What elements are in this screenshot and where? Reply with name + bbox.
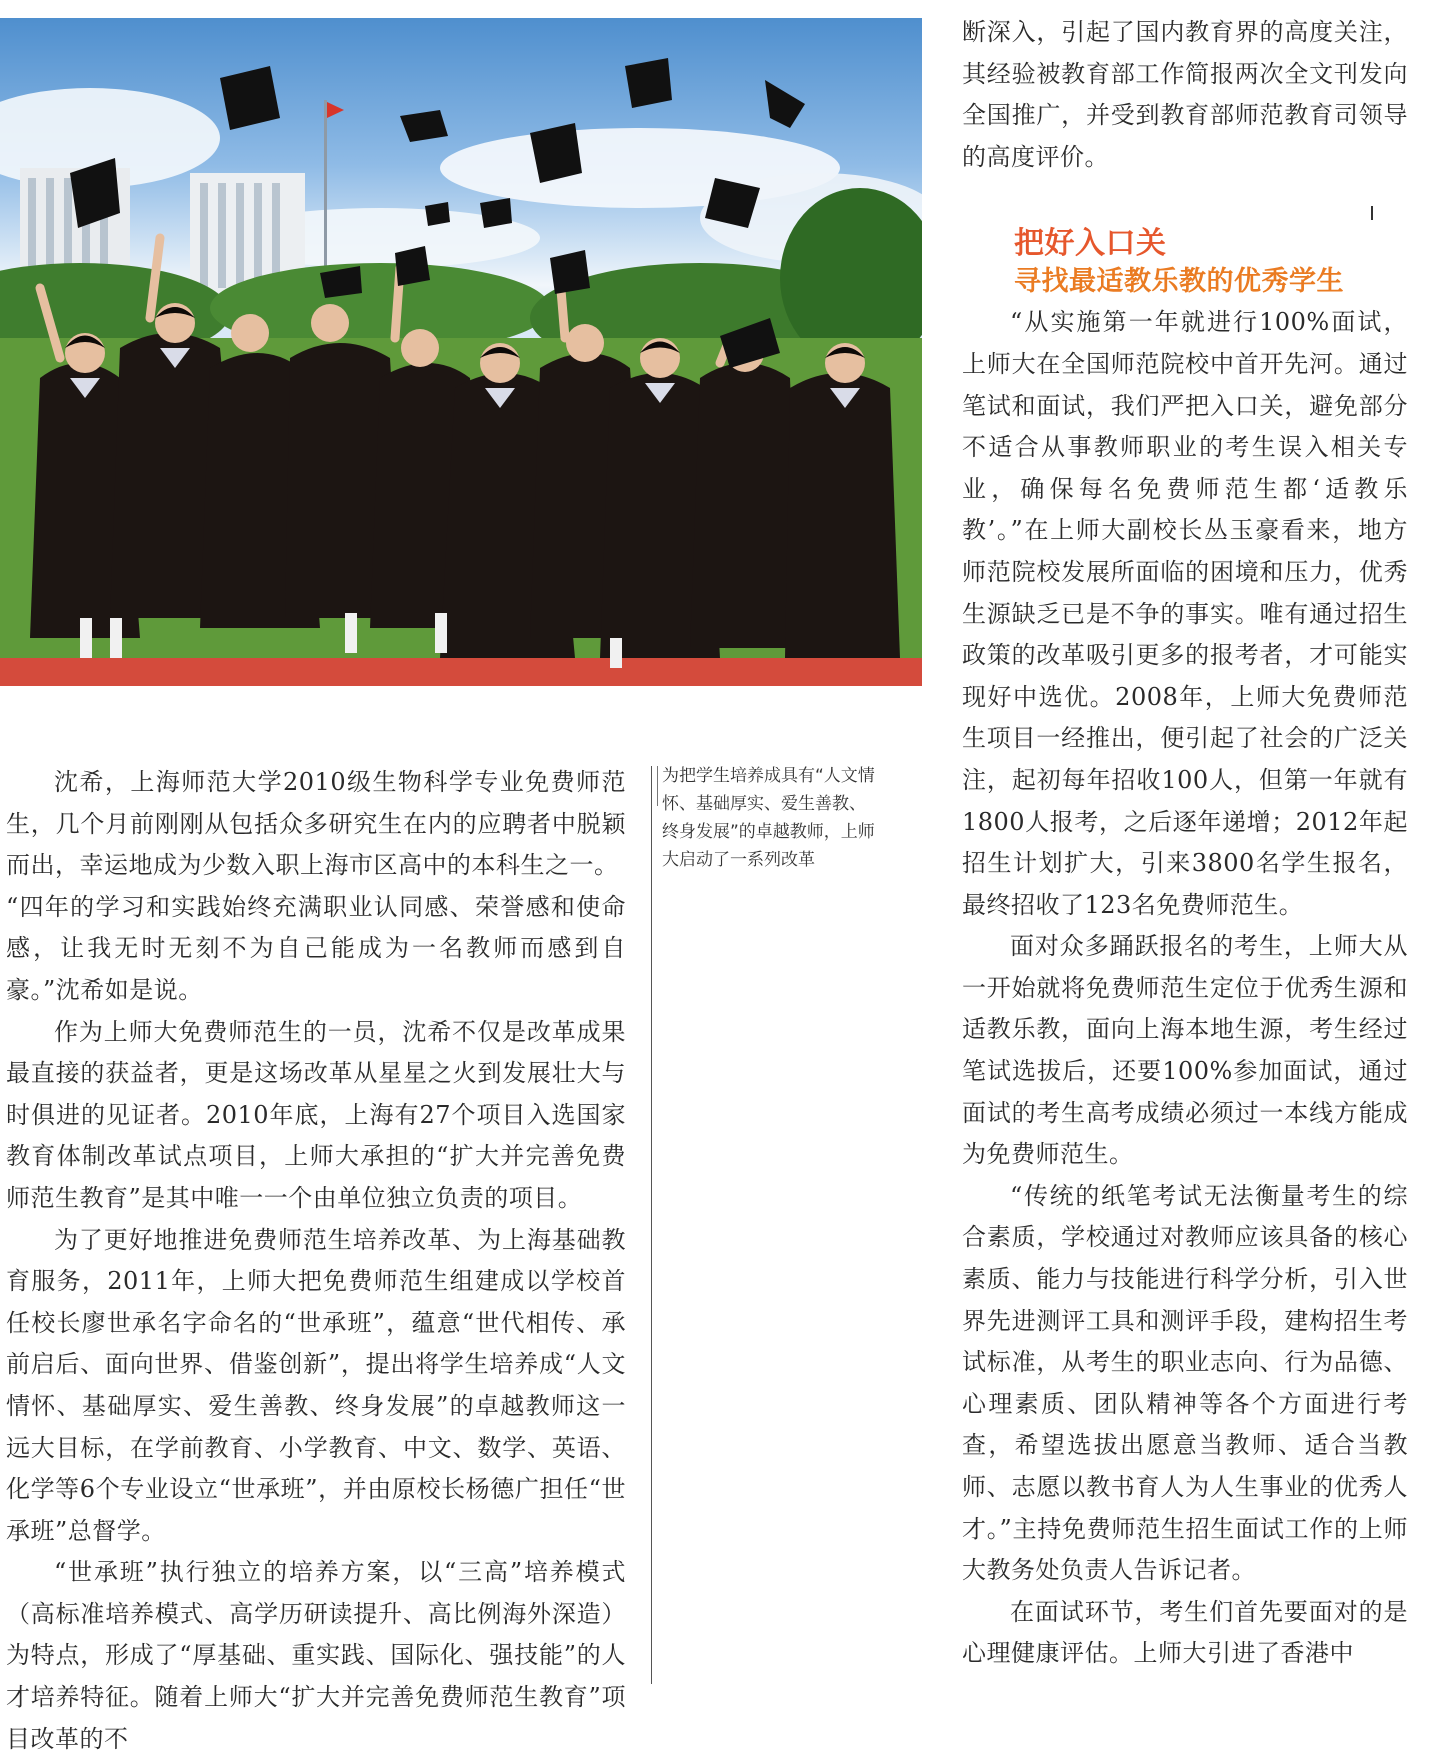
right-column-body: [962, 12, 1408, 1675]
body-paragraph: 断深入，引起了国内教育界的高度关注，其经验被教育部工作简报两次全文刊发向全国推广，并受到教育部师范教育司领导的高度评价。: [962, 18, 1408, 171]
body-paragraph: 面对众多踊跃报名的考生，上师大从一开始就将免费师范生定位于优秀生源和适教乐教，面向上海本地生源，考生经过笔试选拔后，还要100%参加面试，通过面试的考生高考成绩必须过一本线方能成为免费师范生。: [962, 932, 1408, 1169]
graduation-photo: [0, 18, 922, 686]
photo-caption: 为把学生培养成具有“人文情怀、基础厚实、爱生善教、终身发展”的卓越教师，上师大启动了一系列改革: [662, 766, 875, 870]
section-subtitle: 寻找最适教乐教的优秀学生: [1014, 266, 1344, 298]
body-paragraph: 沈希，上海师范大学2010级生物科学专业免费师范生，几个月前刚刚从包括众多研究生在内的应聘者中脱颖而出，幸运地成为少数入职上海市区高中的本科生之一。: [6, 768, 626, 880]
section-title: 把好入口关: [1014, 226, 1167, 262]
body-paragraph: “世承班”执行独立的培养方案，以“三高”培养模式（高标准培养模式、高学历研读提升、高比例海外深造）为特点，形成了“厚基础、重实践、国际化、强技能”的人才培养特征。随着上师大“扩大并完善免费师范生教育”项目改革的不: [6, 1558, 626, 1753]
column-divider: [651, 766, 652, 1684]
print-mark: [1371, 206, 1373, 220]
section-heading: [962, 224, 1408, 300]
graduation-photo-illustration: [0, 18, 922, 686]
left-column-body: [6, 762, 626, 1760]
body-paragraph: 在面试环节，考生们首先要面对的是心理健康评估。上师大引进了香港中: [962, 1597, 1408, 1668]
body-paragraph: “传统的纸笔考试无法衡量考生的综合素质，学校通过对教师应该具备的核心素质、能力与技能进行科学分析，引入世界先进测评工具和测评手段，建构招生考试标准，从考生的职业志向、行为品德、心理素质、团队精神等各个方面进行考查，希望选拔出愿意当教师、适合当教师、志愿以教书育人为人生事业的优秀人才。”主持免费师范生招生面试工作的上师大教务处负责人告诉记者。: [962, 1181, 1408, 1585]
body-paragraph: 作为上师大免费师范生的一员，沈希不仅是改革成果最直接的获益者，更是这场改革从星星之火到发展壮大与时俱进的见证者。2010年底，上海有27个项目入选国家教育体制改革试点项目，上师大承担的“扩大并完善免费师范生教育”是其中唯一一个由单位独立负责的项目。: [6, 1017, 626, 1212]
body-paragraph: “四年的学习和实践始终充满职业认同感、荣誉感和使命感，让我无时无刻不为自己能成为一名教师而感到自豪。”沈希如是说。: [6, 892, 626, 1004]
body-paragraph: “从实施第一年就进行100%面试，上师大在全国师范院校中首开先河。通过笔试和面试，我们严把入口关，避免部分不适合从事教师职业的考生误入相关专业，确保每名免费师范生都‘适教乐教’。”在上师大副校长丛玉豪看来，地方师范院校发展所面临的困境和压力，优秀生源缺乏已是不争的事实。唯有通过招生政策的改革吸引更多的报考者，才可能实现好中选优。2008年，上师大免费师范生项目一经推出，便引起了社会的广泛关注，起初每年招收100人，但第一年就有1800人报考，之后逐年递增；2012年起招生计划扩大，引来3800名学生报名，最终招收了123名免费师范生。: [962, 308, 1408, 919]
body-paragraph: 为了更好地推进免费师范生培养改革、为上海基础教育服务，2011年，上师大把免费师范生组建成以学校首任校长廖世承名字命名的“世承班”，蕴意“世代相传、承前启后、面向世界、借鉴创新”，提出将学生培养成“人文情怀、基础厚实、爱生善教、终身发展”的卓越教师这一远大目标，在学前教育、小学教育、中文、数学、英语、化学等6个专业设立“世承班”，并由原校长杨德广担任“世承班”总督学。: [6, 1225, 626, 1545]
caption-divider: [657, 766, 658, 806]
